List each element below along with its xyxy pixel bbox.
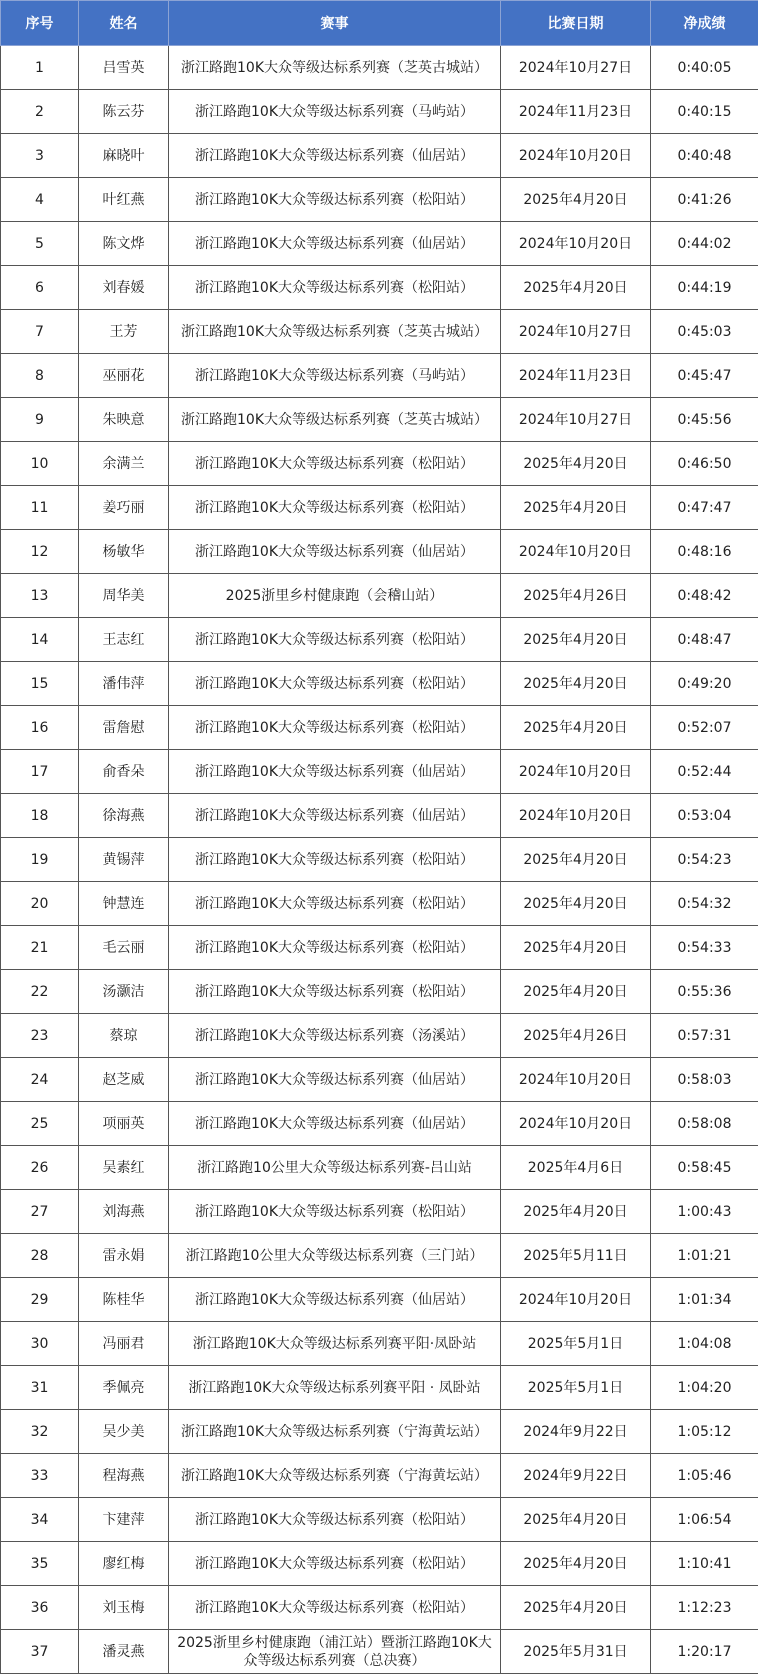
rank-cell: 30 — [1, 1322, 79, 1366]
table-row — [1, 926, 758, 970]
date-cell: 2024年10月20日 — [501, 530, 651, 574]
date-cell: 2024年9月22日 — [501, 1410, 651, 1454]
name-cell: 姜巧丽 — [79, 486, 169, 530]
table-row — [1, 1586, 758, 1630]
event-cell: 2025浙里乡村健康跑（会稽山站） — [169, 574, 501, 618]
event-cell: 浙江路跑10K大众等级达标系列赛（松阳站） — [169, 662, 501, 706]
name-cell: 卞建萍 — [79, 1498, 169, 1542]
rank-cell: 16 — [1, 706, 79, 750]
event-cell: 浙江路跑10K大众等级达标系列赛（仙居站） — [169, 750, 501, 794]
rank-cell: 25 — [1, 1102, 79, 1146]
event-cell: 浙江路跑10K大众等级达标系列赛（宁海黄坛站） — [169, 1410, 501, 1454]
table-row — [1, 222, 758, 266]
event-cell: 浙江路跑10K大众等级达标系列赛（松阳站） — [169, 442, 501, 486]
net-time-cell: 1:10:41 — [651, 1542, 758, 1586]
table-row — [1, 970, 758, 1014]
net-time-cell: 0:48:47 — [651, 618, 758, 662]
event-cell: 浙江路跑10K大众等级达标系列赛平阳·凤卧站 — [169, 1322, 501, 1366]
rank-cell: 3 — [1, 134, 79, 178]
rank-cell: 7 — [1, 310, 79, 354]
net-time-cell: 1:20:17 — [651, 1630, 758, 1674]
name-cell: 余满兰 — [79, 442, 169, 486]
net-time-cell: 1:04:20 — [651, 1366, 758, 1410]
event-cell: 浙江路跑10K大众等级达标系列赛（松阳站） — [169, 1190, 501, 1234]
name-cell: 杨敏华 — [79, 530, 169, 574]
date-cell: 2025年4月26日 — [501, 574, 651, 618]
name-cell: 吕雪英 — [79, 46, 169, 90]
name-cell: 刘海燕 — [79, 1190, 169, 1234]
name-cell: 王志红 — [79, 618, 169, 662]
date-cell: 2025年4月20日 — [501, 838, 651, 882]
date-cell: 2025年4月20日 — [501, 882, 651, 926]
date-cell: 2025年4月20日 — [501, 662, 651, 706]
date-cell: 2024年11月23日 — [501, 90, 651, 134]
event-cell: 浙江路跑10K大众等级达标系列赛（松阳站） — [169, 926, 501, 970]
date-cell: 2025年4月20日 — [501, 486, 651, 530]
rank-cell: 8 — [1, 354, 79, 398]
date-cell: 2024年10月20日 — [501, 1102, 651, 1146]
event-cell: 浙江路跑10K大众等级达标系列赛（仙居站） — [169, 1058, 501, 1102]
net-time-cell: 0:45:47 — [651, 354, 758, 398]
net-time-cell: 0:53:04 — [651, 794, 758, 838]
date-cell: 2024年10月20日 — [501, 1058, 651, 1102]
date-cell: 2025年4月20日 — [501, 1542, 651, 1586]
event-cell: 浙江路跑10K大众等级达标系列赛（松阳站） — [169, 706, 501, 750]
event-cell: 浙江路跑10K大众等级达标系列赛（仙居站） — [169, 222, 501, 266]
table-row — [1, 1102, 758, 1146]
header-net-time: 净成绩 — [651, 1, 758, 46]
table-row — [1, 266, 758, 310]
date-cell: 2025年5月11日 — [501, 1234, 651, 1278]
net-time-cell: 0:48:42 — [651, 574, 758, 618]
date-cell: 2025年4月20日 — [501, 442, 651, 486]
table-row — [1, 310, 758, 354]
event-cell: 浙江路跑10K大众等级达标系列赛（松阳站） — [169, 486, 501, 530]
name-cell: 赵芝威 — [79, 1058, 169, 1102]
name-cell: 黄锡萍 — [79, 838, 169, 882]
rank-cell: 18 — [1, 794, 79, 838]
date-cell: 2025年4月6日 — [501, 1146, 651, 1190]
event-cell: 浙江路跑10K大众等级达标系列赛（松阳站） — [169, 970, 501, 1014]
date-cell: 2024年11月23日 — [501, 354, 651, 398]
rank-cell: 19 — [1, 838, 79, 882]
header-rank: 序号 — [1, 1, 79, 46]
date-cell: 2024年10月20日 — [501, 222, 651, 266]
table-row — [1, 1410, 758, 1454]
net-time-cell: 0:40:15 — [651, 90, 758, 134]
rank-cell: 11 — [1, 486, 79, 530]
rank-cell: 26 — [1, 1146, 79, 1190]
net-time-cell: 0:57:31 — [651, 1014, 758, 1058]
net-time-cell: 0:40:48 — [651, 134, 758, 178]
rank-cell: 20 — [1, 882, 79, 926]
rank-cell: 35 — [1, 1542, 79, 1586]
net-time-cell: 1:12:23 — [651, 1586, 758, 1630]
rank-cell: 14 — [1, 618, 79, 662]
event-cell: 浙江路跑10K大众等级达标系列赛（芝英古城站） — [169, 310, 501, 354]
event-cell: 浙江路跑10公里大众等级达标系列赛-吕山站 — [169, 1146, 501, 1190]
date-cell: 2024年10月27日 — [501, 310, 651, 354]
rank-cell: 17 — [1, 750, 79, 794]
rank-cell: 12 — [1, 530, 79, 574]
name-cell: 刘春媛 — [79, 266, 169, 310]
net-time-cell: 0:44:02 — [651, 222, 758, 266]
net-time-cell: 0:52:07 — [651, 706, 758, 750]
date-cell: 2024年10月20日 — [501, 750, 651, 794]
event-cell: 浙江路跑10K大众等级达标系列赛平阳 · 凤卧站 — [169, 1366, 501, 1410]
header-date: 比赛日期 — [501, 1, 651, 46]
date-cell: 2025年4月20日 — [501, 926, 651, 970]
name-cell: 陈云芬 — [79, 90, 169, 134]
name-cell: 冯丽君 — [79, 1322, 169, 1366]
date-cell: 2025年4月20日 — [501, 1498, 651, 1542]
table-row — [1, 1234, 758, 1278]
event-cell: 浙江路跑10K大众等级达标系列赛（芝英古城站） — [169, 398, 501, 442]
date-cell: 2024年9月22日 — [501, 1454, 651, 1498]
rank-cell: 34 — [1, 1498, 79, 1542]
rank-cell: 28 — [1, 1234, 79, 1278]
net-time-cell: 0:54:32 — [651, 882, 758, 926]
date-cell: 2025年4月20日 — [501, 1586, 651, 1630]
table-row — [1, 398, 758, 442]
name-cell: 陈文烨 — [79, 222, 169, 266]
net-time-cell: 1:04:08 — [651, 1322, 758, 1366]
name-cell: 汤灏洁 — [79, 970, 169, 1014]
rank-cell: 36 — [1, 1586, 79, 1630]
net-time-cell: 0:58:08 — [651, 1102, 758, 1146]
event-cell: 浙江路跑10K大众等级达标系列赛（仙居站） — [169, 1102, 501, 1146]
net-time-cell: 0:41:26 — [651, 178, 758, 222]
event-cell: 浙江路跑10K大众等级达标系列赛（宁海黄坛站） — [169, 1454, 501, 1498]
net-time-cell: 0:58:03 — [651, 1058, 758, 1102]
table-row — [1, 574, 758, 618]
event-cell: 浙江路跑10K大众等级达标系列赛（松阳站） — [169, 1498, 501, 1542]
rank-cell: 37 — [1, 1630, 79, 1674]
net-time-cell: 1:01:34 — [651, 1278, 758, 1322]
name-cell: 雷詹慰 — [79, 706, 169, 750]
name-cell: 王芳 — [79, 310, 169, 354]
net-time-cell: 0:54:23 — [651, 838, 758, 882]
name-cell: 陈桂华 — [79, 1278, 169, 1322]
header-row — [1, 1, 758, 46]
net-time-cell: 0:47:47 — [651, 486, 758, 530]
table-row — [1, 1454, 758, 1498]
event-cell: 浙江路跑10K大众等级达标系列赛（仙居站） — [169, 530, 501, 574]
rank-cell: 29 — [1, 1278, 79, 1322]
name-cell: 周华美 — [79, 574, 169, 618]
event-cell: 浙江路跑10K大众等级达标系列赛（松阳站） — [169, 618, 501, 662]
net-time-cell: 1:05:12 — [651, 1410, 758, 1454]
table-row — [1, 838, 758, 882]
rank-cell: 23 — [1, 1014, 79, 1058]
rank-cell: 1 — [1, 46, 79, 90]
table-row — [1, 1498, 758, 1542]
date-cell: 2024年10月20日 — [501, 1278, 651, 1322]
table-row — [1, 134, 758, 178]
net-time-cell: 0:46:50 — [651, 442, 758, 486]
net-time-cell: 0:44:19 — [651, 266, 758, 310]
name-cell: 潘灵燕 — [79, 1630, 169, 1674]
rank-cell: 27 — [1, 1190, 79, 1234]
rank-cell: 33 — [1, 1454, 79, 1498]
rank-cell: 24 — [1, 1058, 79, 1102]
event-cell: 浙江路跑10K大众等级达标系列赛（松阳站） — [169, 838, 501, 882]
table-row — [1, 178, 758, 222]
name-cell: 蔡琼 — [79, 1014, 169, 1058]
date-cell: 2024年10月27日 — [501, 398, 651, 442]
name-cell: 朱映意 — [79, 398, 169, 442]
event-cell: 浙江路跑10K大众等级达标系列赛（仙居站） — [169, 794, 501, 838]
date-cell: 2025年4月20日 — [501, 970, 651, 1014]
table-row — [1, 1322, 758, 1366]
table-row — [1, 618, 758, 662]
date-cell: 2025年5月1日 — [501, 1322, 651, 1366]
rank-cell: 32 — [1, 1410, 79, 1454]
name-cell: 廖红梅 — [79, 1542, 169, 1586]
name-cell: 吴素红 — [79, 1146, 169, 1190]
date-cell: 2025年5月31日 — [501, 1630, 651, 1674]
table-row — [1, 46, 758, 90]
table-row — [1, 1366, 758, 1410]
date-cell: 2025年4月20日 — [501, 266, 651, 310]
rank-cell: 5 — [1, 222, 79, 266]
rank-cell: 2 — [1, 90, 79, 134]
table-row — [1, 90, 758, 134]
event-cell: 2025浙里乡村健康跑（浦江站）暨浙江路跑10K大众等级达标系列赛（总决赛） — [169, 1630, 501, 1674]
name-cell: 刘玉梅 — [79, 1586, 169, 1630]
table-row — [1, 882, 758, 926]
net-time-cell: 0:40:05 — [651, 46, 758, 90]
event-cell: 浙江路跑10K大众等级达标系列赛（松阳站） — [169, 1542, 501, 1586]
net-time-cell: 1:05:46 — [651, 1454, 758, 1498]
rank-cell: 21 — [1, 926, 79, 970]
table-row — [1, 1630, 758, 1674]
rank-cell: 10 — [1, 442, 79, 486]
name-cell: 程海燕 — [79, 1454, 169, 1498]
net-time-cell: 0:58:45 — [651, 1146, 758, 1190]
rank-cell: 13 — [1, 574, 79, 618]
event-cell: 浙江路跑10K大众等级达标系列赛（松阳站） — [169, 178, 501, 222]
name-cell: 俞香朵 — [79, 750, 169, 794]
table-row — [1, 750, 758, 794]
net-time-cell: 0:55:36 — [651, 970, 758, 1014]
event-cell: 浙江路跑10K大众等级达标系列赛（松阳站） — [169, 1586, 501, 1630]
name-cell: 毛云丽 — [79, 926, 169, 970]
net-time-cell: 0:45:56 — [651, 398, 758, 442]
name-cell: 麻晓叶 — [79, 134, 169, 178]
table-row — [1, 354, 758, 398]
net-time-cell: 0:54:33 — [651, 926, 758, 970]
net-time-cell: 1:01:21 — [651, 1234, 758, 1278]
table-row — [1, 486, 758, 530]
date-cell: 2025年4月20日 — [501, 618, 651, 662]
net-time-cell: 0:48:16 — [651, 530, 758, 574]
name-cell: 季佩亮 — [79, 1366, 169, 1410]
net-time-cell: 0:49:20 — [651, 662, 758, 706]
net-time-cell: 0:45:03 — [651, 310, 758, 354]
table-row — [1, 706, 758, 750]
name-cell: 徐海燕 — [79, 794, 169, 838]
event-cell: 浙江路跑10K大众等级达标系列赛（汤溪站） — [169, 1014, 501, 1058]
event-cell: 浙江路跑10K大众等级达标系列赛（松阳站） — [169, 882, 501, 926]
event-cell: 浙江路跑10K大众等级达标系列赛（马屿站） — [169, 354, 501, 398]
name-cell: 项丽英 — [79, 1102, 169, 1146]
net-time-cell: 0:52:44 — [651, 750, 758, 794]
net-time-cell: 1:00:43 — [651, 1190, 758, 1234]
date-cell: 2025年4月20日 — [501, 706, 651, 750]
date-cell: 2024年10月20日 — [501, 794, 651, 838]
event-cell: 浙江路跑10K大众等级达标系列赛（马屿站） — [169, 90, 501, 134]
header-event: 赛事 — [169, 1, 501, 46]
table-row — [1, 662, 758, 706]
name-cell: 雷永娟 — [79, 1234, 169, 1278]
rank-cell: 4 — [1, 178, 79, 222]
date-cell: 2024年10月27日 — [501, 46, 651, 90]
table-row — [1, 442, 758, 486]
table-row — [1, 1278, 758, 1322]
event-cell: 浙江路跑10公里大众等级达标系列赛（三门站） — [169, 1234, 501, 1278]
rank-cell: 22 — [1, 970, 79, 1014]
table-row — [1, 1146, 758, 1190]
rank-cell: 31 — [1, 1366, 79, 1410]
name-cell: 叶红燕 — [79, 178, 169, 222]
date-cell: 2025年4月20日 — [501, 1190, 651, 1234]
rank-cell: 15 — [1, 662, 79, 706]
name-cell: 钟慧连 — [79, 882, 169, 926]
header-name: 姓名 — [79, 1, 169, 46]
table-row — [1, 1058, 758, 1102]
name-cell: 巫丽花 — [79, 354, 169, 398]
event-cell: 浙江路跑10K大众等级达标系列赛（芝英古城站） — [169, 46, 501, 90]
table-row — [1, 1014, 758, 1058]
table-row — [1, 1542, 758, 1586]
table-row — [1, 530, 758, 574]
name-cell: 吴少美 — [79, 1410, 169, 1454]
event-cell: 浙江路跑10K大众等级达标系列赛（仙居站） — [169, 1278, 501, 1322]
event-cell: 浙江路跑10K大众等级达标系列赛（松阳站） — [169, 266, 501, 310]
rank-cell: 6 — [1, 266, 79, 310]
event-cell: 浙江路跑10K大众等级达标系列赛（仙居站） — [169, 134, 501, 178]
date-cell: 2024年10月20日 — [501, 134, 651, 178]
date-cell: 2025年5月1日 — [501, 1366, 651, 1410]
date-cell: 2025年4月20日 — [501, 178, 651, 222]
rank-cell: 9 — [1, 398, 79, 442]
date-cell: 2025年4月26日 — [501, 1014, 651, 1058]
net-time-cell: 1:06:54 — [651, 1498, 758, 1542]
name-cell: 潘伟萍 — [79, 662, 169, 706]
table-row — [1, 794, 758, 838]
table-row — [1, 1190, 758, 1234]
